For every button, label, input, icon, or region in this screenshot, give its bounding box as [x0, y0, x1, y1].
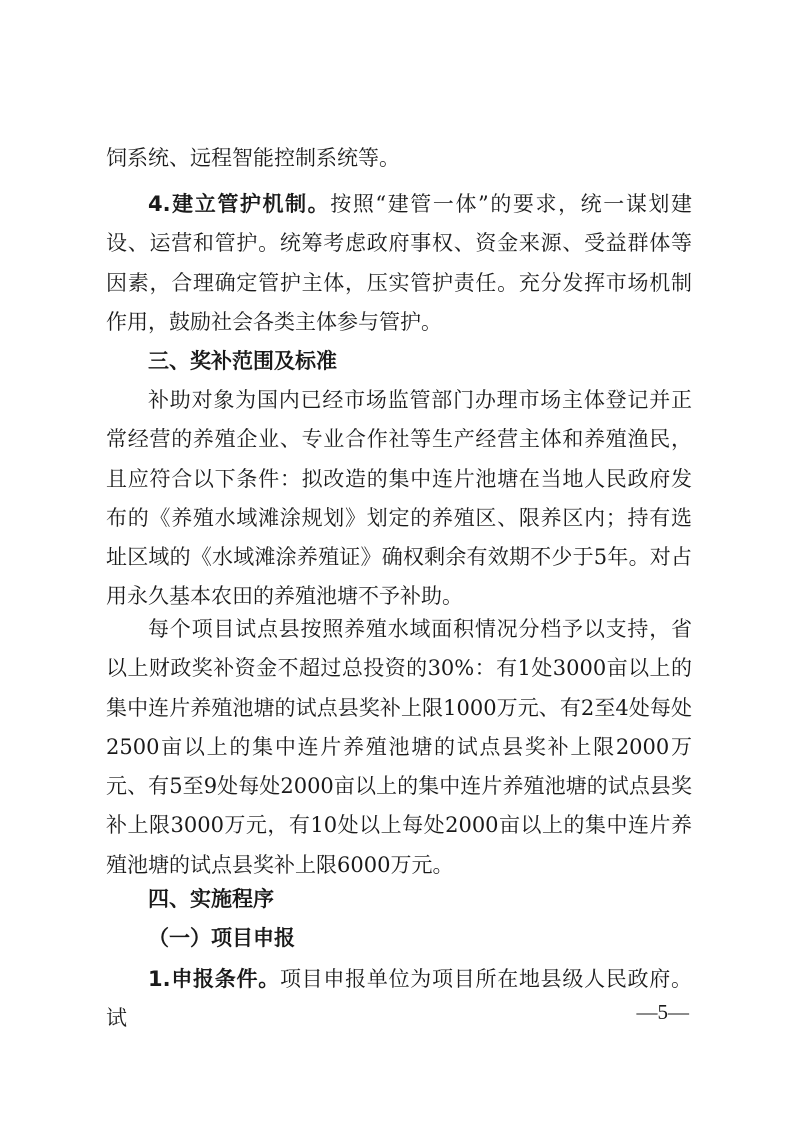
- page-number: —5—: [636, 1000, 689, 1024]
- paragraph-lead: 1.申报条件。: [148, 967, 280, 991]
- paragraph-text: 按照“建管一体”的要求，统一谋划建设、运营和管护。统筹考虑政府事权、资金来源、受益群体等因素，合理确定管护主体，压实管护责任。充分发挥市场机制作用，鼓励社会各类主体参与管护。: [106, 192, 692, 334]
- paragraph-text: 项目申报单位为项目所在地县级人民政府。试: [106, 967, 693, 1031]
- paragraph-management-mechanism: [106, 185, 692, 342]
- paragraph-subsidy-tiers: [106, 610, 692, 885]
- paragraph-application-conditions: [106, 960, 692, 1039]
- paragraph-text: 每个项目试点县按照养殖水域面积情况分档予以支持，省以上财政奖补资金不超过总投资的30%：有1处3000亩以上的集中连片养殖池塘的试点县奖补上限1000万元、有2至4处每处2500亩以上的集中连片养殖池塘的试点县奖补上限2000万元、有5至9处每处2000亩以上的集中连片养殖池塘的试点县奖补上限3000万元，有10处以上每处2000亩以上的集中连片养殖池塘的试点县奖补上限6000万元。: [106, 617, 692, 877]
- paragraph-lead: 4.建立管护机制。: [148, 192, 331, 216]
- section-heading-4: 四、实施程序: [148, 887, 274, 911]
- section-heading-3: 三、奖补范围及标准: [148, 349, 337, 373]
- paragraph-text: 饲系统、远程智能控制系统等。: [106, 146, 400, 170]
- paragraph-text: 补助对象为国内已经市场监管部门办理市场主体登记并正常经营的养殖企业、专业合作社等生产经营主体和养殖渔民，且应符合以下条件：拟改造的集中连片池塘在当地人民政府发布的《养殖水域滩涂规划》划定的养殖区、限养区内；持有选址区域的《水域滩涂养殖证》确权剩余有效期不少于5年。对占用永久基本农田的养殖池塘不予补助。: [106, 388, 692, 609]
- paragraph-eligibility: [106, 381, 692, 617]
- paragraph-continuation: [106, 139, 692, 178]
- subsection-heading-1: （一）项目申报: [148, 926, 295, 950]
